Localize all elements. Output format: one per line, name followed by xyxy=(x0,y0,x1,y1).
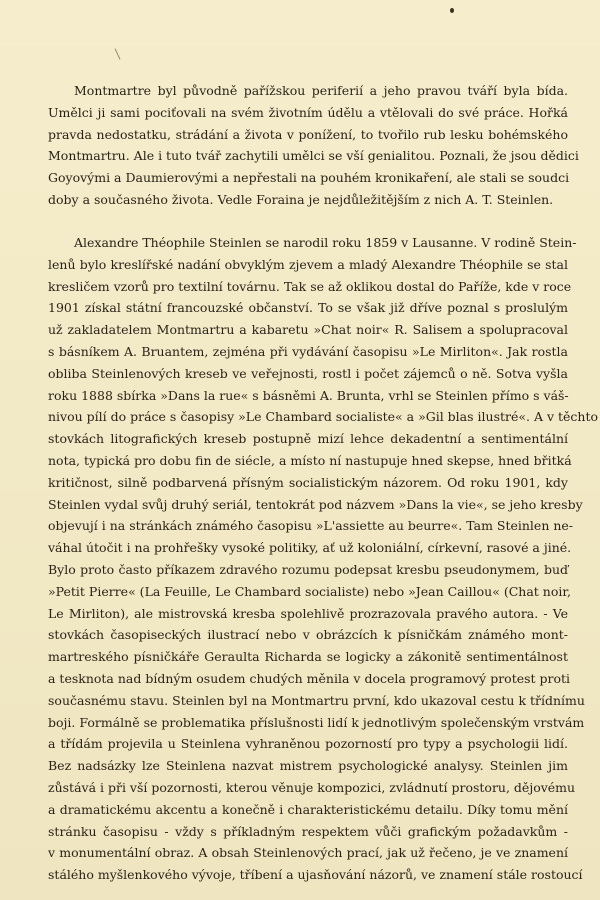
text-line: Alexandre Théophile Steinlen se narodil roku 1859 v Lausanne. V rodině Stein- xyxy=(74,235,577,250)
text-line: Bylo proto často příkazem zdravého rozumu podepsat kresbu pseudonymem, buď xyxy=(48,561,568,577)
text-line: nota, typická pro dobu fin de siécle, a místo ní nastupuje hned skepse, hned břitká xyxy=(48,452,572,468)
paragraph-steinlen-biography xyxy=(48,232,599,886)
text-line: stovkách litografických kreseb postupně mizí lehce dekadentní a sentimentální xyxy=(48,431,568,447)
text-line: Le Mirliton), ale mistrovská kresba spolehlivě prozrazovala pravého autora. - Ve xyxy=(48,605,568,621)
text-line: už zakladatelem Montmartru a kabaretu »Chat noir« R. Salisem a spolupracoval xyxy=(48,322,568,338)
text-line: nivou pílí do práce s časopisy »Le Chambard socialiste« a »Gil blas ilustré«. A v těchto xyxy=(48,409,599,425)
text-line: v monumentální obraz. A obsah Steinlenových prací, jak už řečeno, je ve znamení xyxy=(48,845,568,861)
text-line: zůstává i při vší pozornosti, kterou věnuje kompozici, zvládnutí prostoru, dějovému xyxy=(48,779,576,795)
text-line: a třídám projevila u Steinlena vyhraněnou pozorností pro typy a psychologii lidí. xyxy=(48,736,568,752)
text-line: Goyovými a Daumierovými a nepřestali na pouhém kronikaření, ale stali se soudci xyxy=(48,170,570,186)
text-line: lenů bylo kreslířské nadání obvyklým zjevem a mladý Alexandre Théophile se stal xyxy=(48,256,568,272)
text-line: kresličem vzorů pro textilní továrnu. Tak se až oklikou dostal do Paříže, kde v roce xyxy=(48,278,572,294)
text-line: 1901 získal státní francouzské občanství. To se však již dříve poznal s proslulým xyxy=(48,300,568,316)
paragraph-intro xyxy=(48,80,579,211)
text-line: boji. Formálně se problematika příslušnosti lidí k jednotlivým společenským vrstvám xyxy=(48,714,585,730)
text-line: »Petit Pierre« (La Feuille, Le Chambard socialiste) nebo »Jean Caillou« (Chat noir, xyxy=(48,583,571,599)
ink-speck xyxy=(450,8,454,13)
text-line: objevují i na stránkách známého časopisu »L'assiette au beurre«. Tam Steinlen ne- xyxy=(48,518,574,534)
stray-pen-mark xyxy=(115,48,121,59)
text-line: Montmartre byl původně pařížskou periferií a jeho pravou tváří byla bída. xyxy=(74,83,568,98)
text-line: Bez nadsázky lze Steinlena nazvat mistrem psychologické analysy. Steinlen jim xyxy=(48,758,568,774)
text-line: doby a současného života. Vedle Foraina je nejdůležitějším z nich A. T. Steinlen. xyxy=(48,191,554,207)
text-line: s básníkem A. Bruantem, zejména při vydávání časopisu »Le Mirliton«. Jak rostla xyxy=(48,343,568,359)
text-line: kritičnost, silně podbarvená přísným socialistickým názorem. Od roku 1901, kdy xyxy=(48,474,568,490)
text-line: Montmartru. Ale i tuto tvář zachytili umělci se vší genialitou. Poznali, že jsou dědici xyxy=(48,148,579,164)
text-line: obliba Steinlenových kreseb ve veřejnosti, rostl i počet zájemců o ně. Sotva vyšla xyxy=(48,365,568,381)
text-line: a tesknota nad bídným osudem chudých měnila v docela programový protest proti xyxy=(48,670,571,686)
text-line: martreského písničkáře Geraulta Richarda se logicky a zákonitě sentimentálnost xyxy=(48,649,568,665)
text-line: váhal útočit i na prohřešky vysoké politiky, ať už koloniální, církevní, rasové a jiné. xyxy=(48,540,572,556)
text-line: a dramatickému akcentu a konečně i charakteristickému detailu. Díky tomu mění xyxy=(48,801,568,817)
text-line: roku 1888 sbírka »Dans la rue« s básněmi A. Brunta, vrhl se Steinlen přímo s váš- xyxy=(48,387,569,403)
text-line: stovkách časopiseckých ilustrací nebo v obrázcích k písničkám známého mont- xyxy=(48,627,568,643)
text-line: současnému stavu. Steinlen byl na Montmartru první, kdo ukazoval cestu k třídnímu xyxy=(48,692,585,708)
text-line: stránku časopisu - vždy s příkladným respektem vůči grafickým požadavkům - xyxy=(48,823,568,839)
text-line: stálého myšlenkového vývoje, tříbení a ujasňování názorů, ve znamení stále rostoucí xyxy=(48,867,583,883)
text-line: pravda nedostatku, strádání a života v ponížení, to tvořilo rub lesku bohémského xyxy=(48,126,568,142)
text-line: Umělci ji sami pociťovali na svém životním údělu a vtělovali do své práce. Hořká xyxy=(48,104,568,120)
text-line: Steinlen vydal svůj druhý seriál, tentokrát pod názvem »Dans la vie«, se jeho kresby xyxy=(48,496,583,512)
